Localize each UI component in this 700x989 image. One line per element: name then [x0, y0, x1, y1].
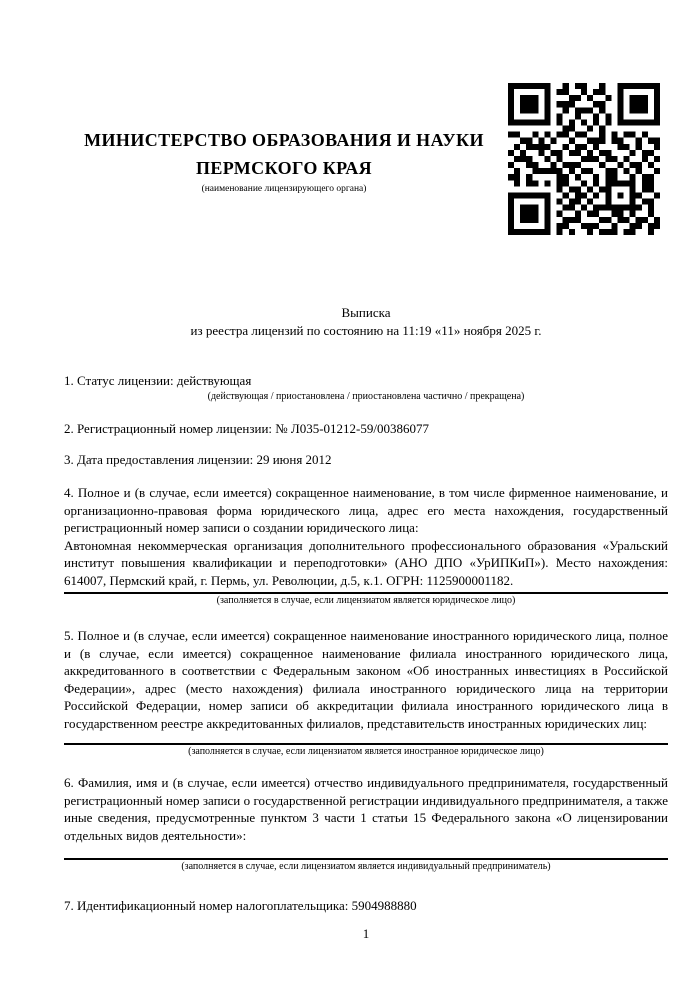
licensing-authority-caption: (наименование лицензирующего органа) — [201, 184, 367, 194]
grant-date-text: 3. Дата предоставления лицензии: 29 июня 2012 — [64, 451, 332, 467]
document-title-line2: из реестра лицензий по состоянию на 11:19 «11» ноября 2025 г. — [190, 322, 542, 338]
document-title-line1: Выписка — [341, 305, 391, 320]
licensing-authority-block — [64, 0, 504, 196]
item-1-license-status — [64, 372, 668, 403]
item-4-legal-entity — [64, 484, 668, 607]
legal-entity-caption: (заполняется в случае, если лицензиатом является юридическое лицо) — [216, 595, 516, 606]
foreign-entity-prompt: 5. Полное и (в случае, если имеется) сокращенное наименование иностранного юридического лица, полное и (в случае, если имеется) сокращенное наименование филиала иностранного юридического лица, аккредитованного в соответствии с Федеральным законом «Об иностранных инвестициях в Российской Федерации», адрес (место нахождения) филиала иностранного юридического лица на территории Российской Федерации, номер записи об аккредитации филиала иностранного юридического лица в государственном реестре аккредитованных филиалов, представительств иностранных юридических лиц: — [64, 628, 668, 731]
document-title — [64, 304, 668, 339]
item-2-registration-number — [64, 420, 668, 438]
legal-entity-prompt: 4. Полное и (в случае, если имеется) сокращенное наименование, в том числе фирменное наименование, и организационно-правовая форма юридического лица, адрес его места нахождения, государственный регистрационный номер записи о создании юридического лица: — [64, 485, 668, 535]
license-status-text: 1. Статус лицензии: действующая — [64, 373, 252, 388]
legal-entity-value: Автономная некоммерческая организация дополнительного профессионального образования «Уральский институт повышения квалификации и переподготовки» (АНО ДПО «УрИПКиП»). Место нахождения: 614007, Пермский край, г. Пермь, ул. Революции, д.5, к.1. ОГРН: 1125900001182. — [64, 537, 668, 588]
item-3-grant-date — [64, 451, 668, 469]
ministry-name-line2: ПЕРМСКОГО КРАЯ — [195, 158, 373, 178]
item-6-individual-entrepreneur — [64, 774, 668, 873]
registration-number-text: 2. Регистрационный номер лицензии: № Л035-01212-59/00386077 — [64, 421, 430, 436]
license-status-caption: (действующая / приостановлена / приостановлена частично / прекращена) — [207, 391, 525, 402]
taxpayer-id-text: 7. Идентификационный номер налогоплательщика: 5904988880 — [64, 898, 417, 913]
item-5-foreign-entity — [64, 627, 668, 758]
foreign-entity-caption: (заполняется в случае, если лицензиатом является иностранное юридическое лицо) — [188, 746, 544, 757]
page-number: 1 — [362, 926, 370, 941]
qr-code-image — [508, 83, 660, 235]
individual-entrepreneur-prompt: 6. Фамилия, имя и (в случае, если имеется) отчество индивидуального предпринимателя, государственный регистрационный номер записи о государственной регистрации индивидуального предпринимателя, а также иные сведения, предусмотренные пунктом 3 части 1 статьи 15 Федерального закона «О лицензировании отдельных видов деятельности»: — [64, 775, 668, 843]
individual-entrepreneur-caption: (заполняется в случае, если лицензиатом является индивидуальный предприниматель) — [181, 861, 551, 872]
item-7-taxpayer-id — [64, 897, 668, 915]
ministry-name-line1: МИНИСТЕРСТВО ОБРАЗОВАНИЯ И НАУКИ — [84, 130, 484, 150]
